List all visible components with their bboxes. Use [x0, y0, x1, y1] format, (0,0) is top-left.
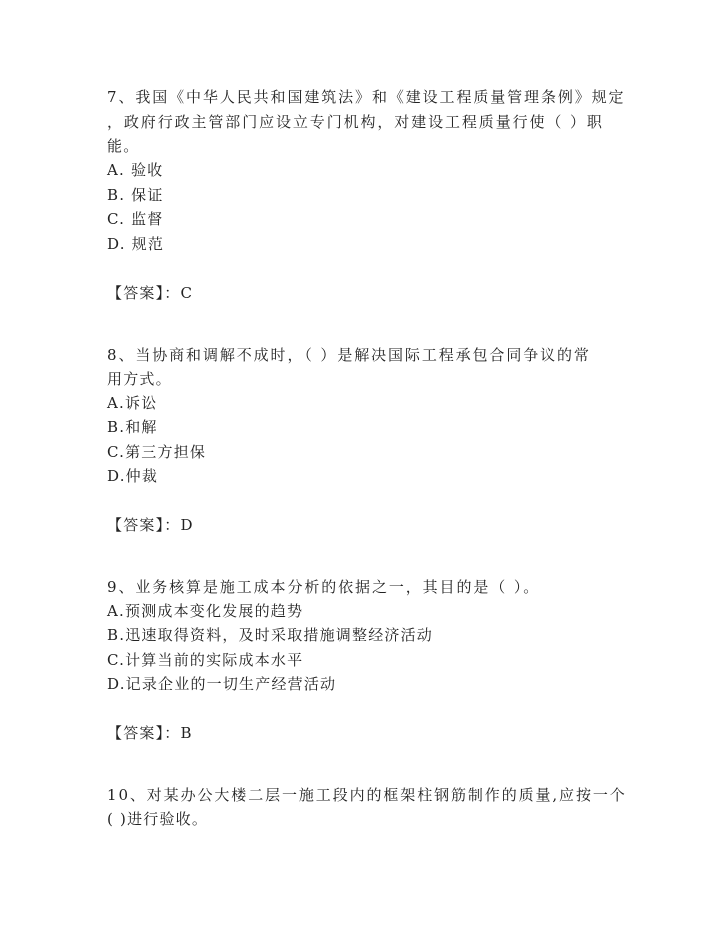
- question-10-stem-line-2: ( )进行验收。: [107, 810, 209, 828]
- question-9-option-b: B.迅速取得资料，及时采取措施调整经济活动: [107, 626, 433, 644]
- question-7-stem-line-1: 7、我国《中华人民共和国建筑法》和《建设工程质量管理条例》规定: [107, 88, 626, 106]
- question-7-answer: 【答案】：C: [107, 284, 194, 302]
- question-9-option-a: A.预测成本变化发展的趋势: [107, 602, 304, 620]
- question-7-stem-line-3: 能。: [107, 137, 140, 155]
- question-9-stem-line-1: 9、业务核算是施工成本分析的依据之一，其目的是（ ）。: [107, 578, 541, 596]
- question-8-stem-line-2: 用方式。: [107, 370, 172, 388]
- question-8-option-b: B.和解: [107, 418, 158, 436]
- question-10-stem-line-1: 10、对某办公大楼二层一施工段内的框架柱钢筋制作的质量,应按一个: [107, 786, 627, 804]
- question-7-option-a: A. 验收: [107, 161, 164, 179]
- question-7-option-c: C. 监督: [107, 210, 164, 228]
- question-8-option-d: D.仲裁: [107, 467, 159, 485]
- question-9-option-d: D.记录企业的一切生产经营活动: [107, 675, 337, 693]
- question-7-option-b: B. 保证: [107, 186, 164, 204]
- question-8-option-c: C.第三方担保: [107, 443, 207, 461]
- question-9-option-c: C.计算当前的实际成本水平: [107, 651, 304, 669]
- question-8-answer: 【答案】：D: [107, 516, 194, 534]
- question-8-option-a: A.诉讼: [107, 394, 158, 412]
- question-7-option-d: D. 规范: [107, 235, 165, 253]
- question-8-stem-line-1: 8、当协商和调解不成时，（ ）是解决国际工程承包合同争议的常: [107, 346, 591, 364]
- question-9-answer: 【答案】：B: [107, 724, 193, 742]
- question-7-stem-line-2: ，政府行政主管部门应设立专门机构，对建设工程质量行使（ ）职: [107, 113, 604, 131]
